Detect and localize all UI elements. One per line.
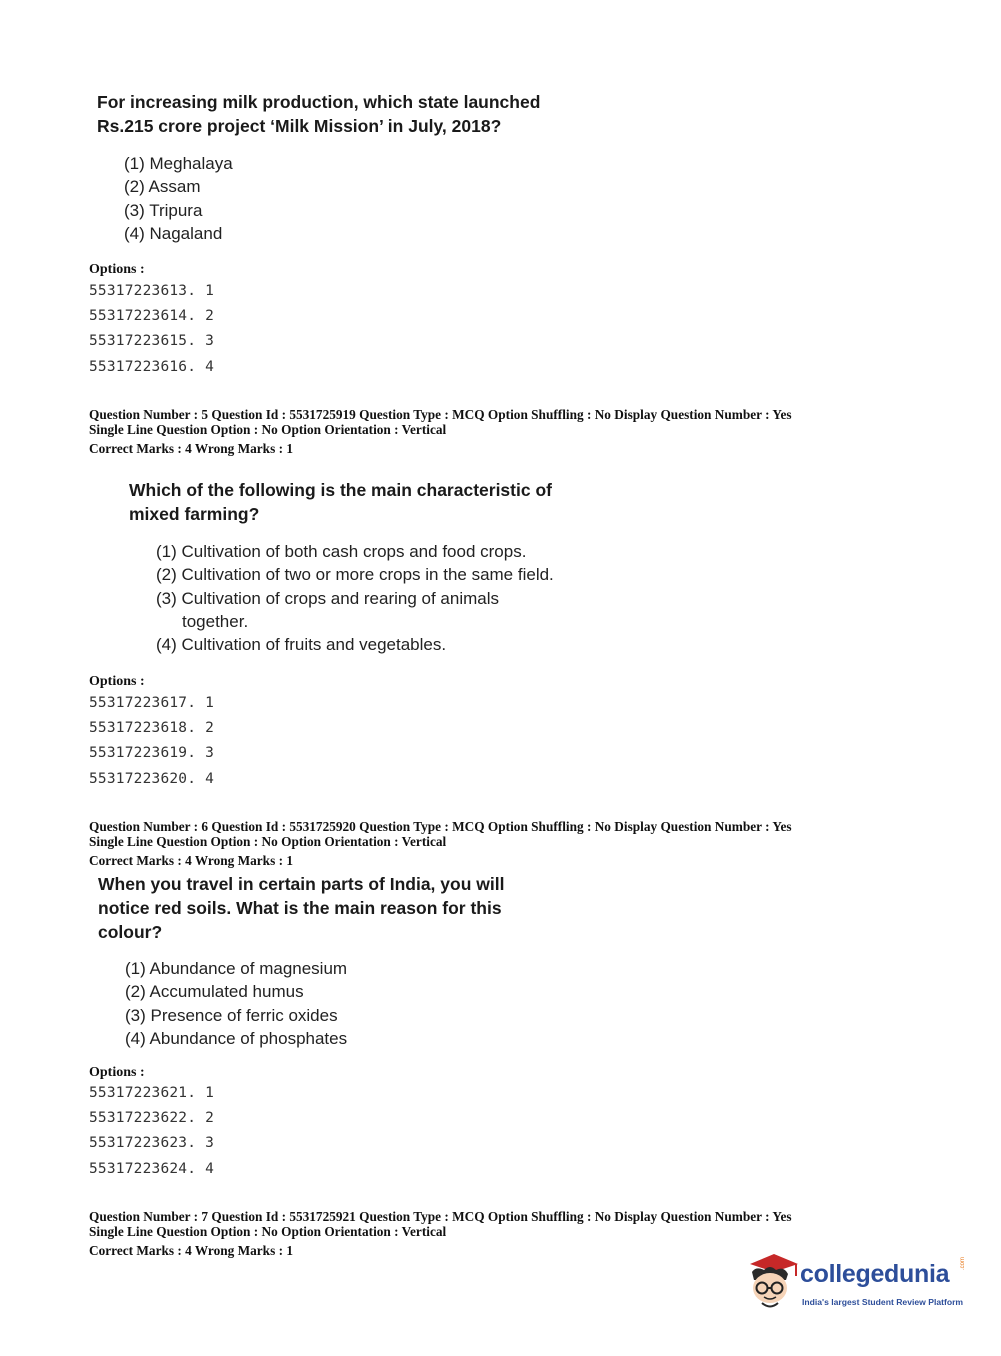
question-6-options bbox=[89, 1081, 214, 1182]
question-6-text bbox=[98, 872, 504, 944]
option-id: 55317223615. 3 bbox=[89, 333, 215, 350]
question-line: colour? bbox=[98, 922, 163, 942]
options-label: Options : bbox=[89, 1065, 145, 1080]
option-id: 55317223623. 3 bbox=[89, 1135, 215, 1152]
marks-line: Correct Marks : 4 Wrong Marks : 1 bbox=[89, 441, 293, 456]
option-id: 55317223622. 2 bbox=[89, 1110, 215, 1127]
question-line: notice red soils. What is the main reason for this bbox=[98, 898, 502, 918]
choice-item: (4) Abundance of phosphates bbox=[125, 1028, 348, 1048]
option-id: 55317223617. 1 bbox=[89, 695, 215, 711]
meta-line: Single Line Question Option : No Option Orientation : Vertical bbox=[89, 834, 447, 849]
question-5-choices bbox=[156, 540, 554, 656]
meta-line: Question Number : 7 Question Id : 5531725921 Question Type : MCQ Option Shuffling : No Display Question Number : Yes bbox=[89, 1209, 792, 1224]
question-line: When you travel in certain parts of India, you will bbox=[98, 874, 505, 894]
meta-line: Question Number : 5 Question Id : 5531725919 Question Type : MCQ Option Shuffling : No Display Question Number : Yes bbox=[89, 407, 792, 422]
brand-suffix: .com bbox=[960, 1256, 966, 1270]
question-6-meta bbox=[89, 819, 792, 868]
choice-item: (3) Presence of ferric oxides bbox=[125, 1005, 338, 1025]
question-5-text bbox=[129, 478, 552, 526]
choice-item: (3) Cultivation of crops and rearing of animals bbox=[156, 588, 499, 608]
collegedunia-logo bbox=[742, 1248, 972, 1318]
choice-item-continued: together. bbox=[182, 611, 249, 631]
question-4-text bbox=[97, 90, 540, 138]
choice-item: (1) Meghalaya bbox=[124, 154, 233, 173]
question-4-choices bbox=[124, 152, 233, 245]
choice-item: (2) Accumulated humus bbox=[125, 982, 304, 1002]
question-line: For increasing milk production, which state launched bbox=[97, 92, 541, 112]
meta-line: Single Line Question Option : No Option Orientation : Vertical bbox=[89, 1224, 447, 1239]
option-id: 55317223618. 2 bbox=[89, 720, 215, 737]
brand-tagline: India's largest Student Review Platform bbox=[802, 1297, 964, 1307]
question-5-meta bbox=[89, 407, 792, 456]
choice-item: (2) Assam bbox=[124, 177, 201, 197]
choice-item: (3) Tripura bbox=[124, 200, 203, 220]
meta-line: Single Line Question Option : No Option Orientation : Vertical bbox=[89, 422, 447, 437]
option-id: 55317223614. 2 bbox=[89, 308, 215, 325]
student-mascot-icon bbox=[742, 1250, 802, 1312]
option-id: 55317223613. 1 bbox=[89, 283, 215, 299]
question-7-meta bbox=[89, 1209, 792, 1258]
question-4-options bbox=[89, 279, 214, 380]
options-label: Options : bbox=[89, 262, 145, 277]
question-line: Which of the following is the main characteristic of bbox=[129, 480, 552, 500]
option-id: 55317223621. 1 bbox=[89, 1085, 215, 1101]
question-line: mixed farming? bbox=[129, 504, 260, 524]
question-line: Rs.215 crore project ‘Milk Mission’ in July, 2018? bbox=[97, 116, 502, 136]
choice-item: (4) Cultivation of fruits and vegetables. bbox=[156, 635, 447, 655]
option-id: 55317223624. 4 bbox=[89, 1160, 215, 1177]
choice-item: (1) Abundance of magnesium bbox=[125, 959, 348, 978]
choice-item: (1) Cultivation of both cash crops and food crops. bbox=[156, 542, 527, 561]
marks-line: Correct Marks : 4 Wrong Marks : 1 bbox=[89, 853, 293, 868]
option-id: 55317223620. 4 bbox=[89, 770, 215, 787]
option-id: 55317223619. 3 bbox=[89, 745, 215, 762]
question-5-options bbox=[89, 691, 214, 792]
option-id: 55317223616. 4 bbox=[89, 358, 215, 375]
marks-line: Correct Marks : 4 Wrong Marks : 1 bbox=[89, 1243, 293, 1258]
brand-name: collegedunia bbox=[800, 1260, 950, 1288]
question-6-choices bbox=[125, 957, 347, 1050]
meta-line: Question Number : 6 Question Id : 5531725920 Question Type : MCQ Option Shuffling : No Display Question Number : Yes bbox=[89, 819, 792, 834]
options-label: Options : bbox=[89, 674, 145, 689]
choice-item: (4) Nagaland bbox=[124, 223, 223, 243]
choice-item: (2) Cultivation of two or more crops in the same field. bbox=[156, 565, 554, 585]
